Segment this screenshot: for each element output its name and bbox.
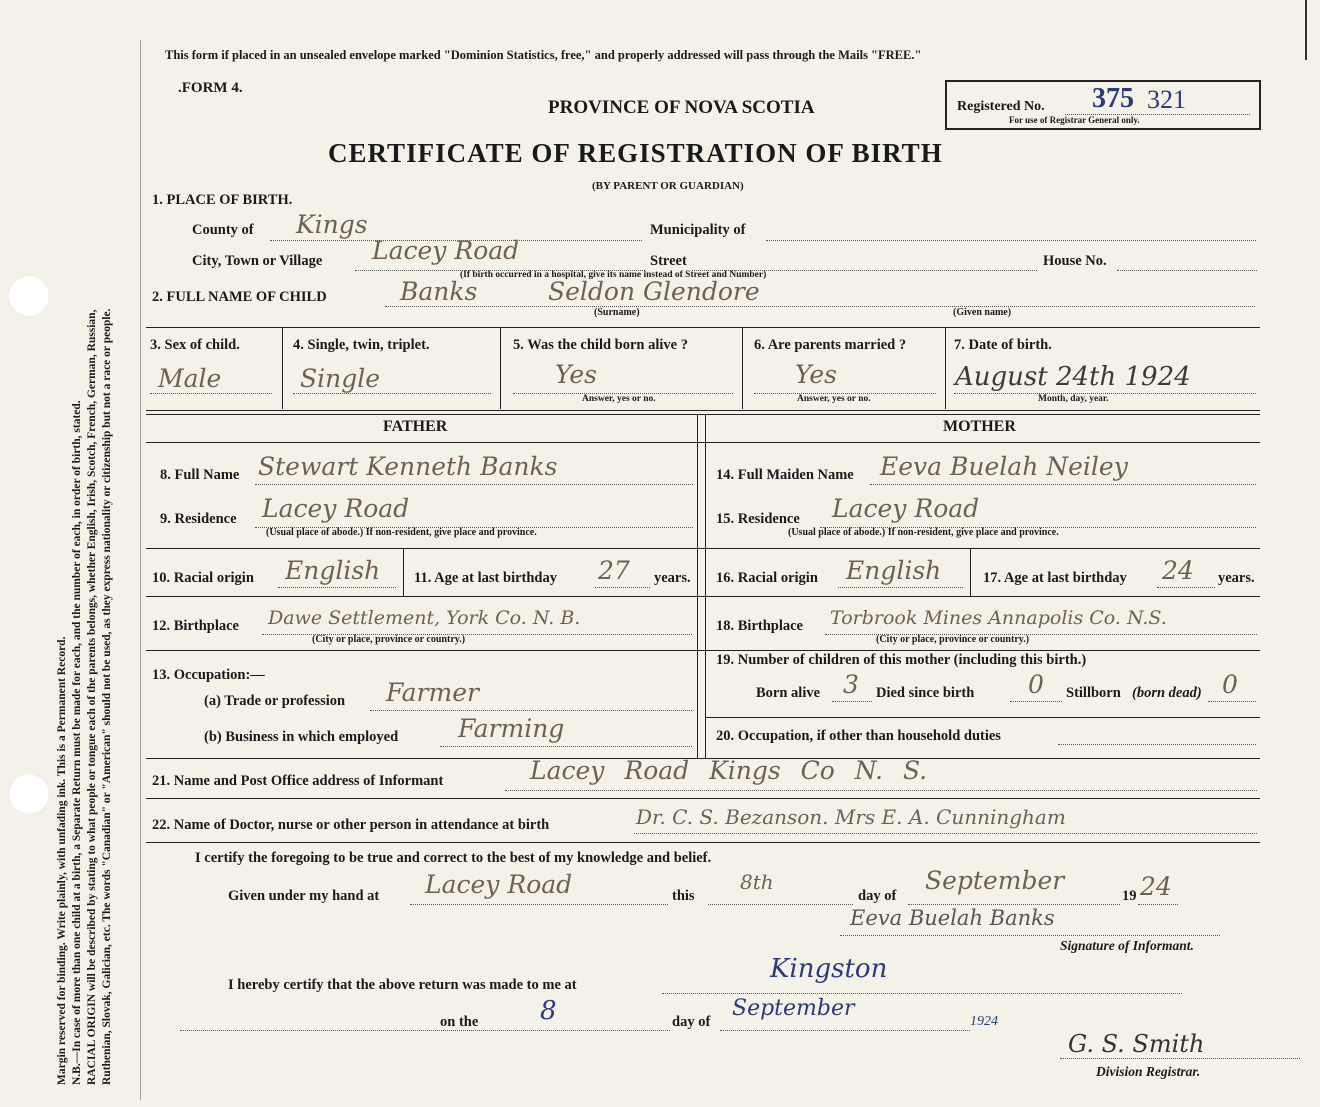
mother-heading: MOTHER: [943, 418, 1016, 435]
street-label: Street: [650, 253, 687, 269]
details-top-rule: [146, 327, 1260, 328]
dob-label: 7. Date of birth.: [954, 337, 1052, 353]
attendant-value: Dr. C. S. Bezanson. Mrs E. A. Cunningham: [636, 805, 1066, 829]
mother-name-label: 14. Full Maiden Name: [716, 467, 854, 483]
certificate-title: CERTIFICATE OF REGISTRATION OF BIRTH: [328, 138, 943, 168]
month-value: September: [925, 866, 1065, 895]
father-name-label: 8. Full Name: [160, 467, 240, 483]
business-line: [440, 746, 692, 747]
child-name-label: 2. FULL NAME OF CHILD: [152, 289, 327, 305]
sex-line: [150, 393, 272, 394]
stillborn-label: Stillborn: [1066, 685, 1121, 701]
row-rule-birthplace: [146, 650, 1260, 651]
married-value: Yes: [795, 360, 837, 389]
registrar-signature-line: [1060, 1058, 1300, 1059]
registrar-year: 1924: [970, 1014, 998, 1029]
certify-text: I certify the foregoing to be true and correct to the best of my knowledge and belief.: [195, 850, 712, 866]
house-no-line: [1117, 270, 1257, 271]
registrar-text: I hereby certify that the above return was made to me at: [228, 977, 577, 993]
alive-label: 5. Was the child born alive ?: [513, 337, 688, 353]
dob-caption: Month, day, year.: [1038, 394, 1109, 404]
this-label: this: [672, 888, 695, 904]
informant-label: 21. Name and Post Office address of Informant: [152, 773, 444, 789]
hospital-note: (If birth occurred in a hospital, give its name instead of Street and Number): [460, 270, 767, 280]
given-place-line: [410, 904, 668, 905]
child-surname: Banks: [400, 277, 478, 306]
row-rule-residence: [146, 548, 1260, 549]
year-line: [1138, 904, 1178, 905]
mother-birthplace: Torbrook Mines Annapolis Co. N.S.: [830, 607, 1167, 629]
father-age-line: [595, 587, 650, 588]
on-the-label: on the: [440, 1014, 479, 1030]
year-prefix: 19: [1122, 888, 1137, 904]
father-residence-caption: (Usual place of abode.) If non-resident, give place and province.: [266, 527, 537, 538]
mother-occupation-rule: [705, 717, 1260, 718]
stillborn-line: [1208, 701, 1256, 702]
born-alive-line: [832, 701, 872, 702]
mother-age: 24: [1162, 556, 1194, 585]
father-birthplace-caption: (City or place, province or country.): [312, 634, 466, 645]
registrar-day: 8: [540, 996, 557, 1026]
province-title: PROVINCE OF NOVA SCOTIA: [548, 97, 815, 118]
registration-box: [945, 80, 1261, 130]
plurality-line: [293, 393, 491, 394]
occupation-label: 13. Occupation:—: [152, 667, 265, 683]
father-racial-label: 10. Racial origin: [152, 570, 254, 586]
dob-value: August 24th 1924: [955, 362, 1191, 392]
father-age-label: 11. Age at last birthday: [414, 570, 557, 586]
parents-top-rule: [146, 410, 1260, 411]
trade-label: (a) Trade or profession: [204, 693, 346, 709]
business-value: Farming: [458, 714, 565, 743]
parents-center-rule-2: [705, 414, 706, 758]
sex-value: Male: [158, 364, 222, 393]
mother-age-divider: [970, 548, 971, 596]
registered-no-b: 321: [1147, 85, 1186, 114]
father-birthplace-label: 12. Birthplace: [152, 618, 239, 634]
details-divider-2: [500, 327, 501, 409]
registrar-signature: G. S. Smith: [1068, 1030, 1205, 1058]
county-label: County of: [192, 222, 254, 238]
parents-center-rule-1: [697, 414, 698, 758]
children-label: 19. Number of children of this mother (including this birth.): [716, 652, 1087, 668]
margin-line-2: N.B.—In case of more than one child at a birth, a Separate Return must be made for each, and the number of each, in order of birth, stated.: [71, 400, 83, 1085]
registrar-place: Kingston: [770, 954, 888, 984]
informant-line: [505, 790, 1257, 791]
mother-birthplace-caption: (City or place, province or country.): [876, 634, 1030, 645]
form-number: .FORM 4.: [178, 80, 243, 96]
registrar-place-line: [662, 993, 1182, 994]
mother-residence-caption: (Usual place of abode.) If non-resident, give place and province.: [788, 527, 1059, 538]
margin-line-3: RACIAL ORIGIN will be described by stating to what people or tongue each of the parents belongs, whether English, Irish, Scotch, French, German, Russian,: [86, 309, 98, 1085]
registered-no-label: Registered No.: [957, 99, 1045, 114]
stillborn-note: (born dead): [1132, 685, 1202, 701]
details-divider-3: [742, 327, 743, 409]
father-residence: Lacey Road: [262, 494, 410, 523]
mother-racial-line: [838, 587, 963, 588]
trade-line: [370, 710, 692, 711]
city-value: Lacey Road: [372, 236, 520, 265]
died-value: 0: [1028, 670, 1044, 699]
margin-line-1: Margin reserved for binding. Write plainly, with unfading ink. This is a Permanent Record.: [56, 636, 68, 1085]
father-age: 27: [598, 556, 630, 585]
father-racial: English: [285, 556, 381, 585]
plurality-label: 4. Single, twin, triplet.: [293, 337, 430, 353]
alive-caption: Answer, yes or no.: [582, 394, 656, 404]
attendant-line: [634, 833, 1257, 834]
died-line: [1010, 701, 1062, 702]
trade-value: Farmer: [386, 678, 479, 707]
row-rule-racial: [146, 596, 1260, 597]
mother-occupation-label: 20. Occupation, if other than household duties: [716, 728, 1001, 744]
place-of-birth-label: 1. PLACE OF BIRTH.: [152, 192, 293, 208]
father-heading: FATHER: [383, 418, 448, 435]
surname-caption: (Surname): [594, 307, 640, 318]
father-name: Stewart Kenneth Banks: [258, 452, 558, 481]
father-name-line: [255, 484, 693, 485]
father-years: years.: [654, 570, 691, 586]
registrar-caption: Division Registrar.: [1096, 1064, 1201, 1079]
mother-racial-label: 16. Racial origin: [716, 570, 818, 586]
margin-line-4: Ruthenian, Slovak, Galician, etc. The words "Canadian" or "American" should not be used, as they express nationality or citizenship but not a race or people.: [101, 308, 113, 1085]
mother-age-line: [1157, 587, 1215, 588]
month-line: [908, 904, 1120, 905]
registrar-note: For use of Registrar General only.: [1009, 115, 1140, 125]
mother-racial: English: [846, 556, 942, 585]
born-alive-label: Born alive: [756, 685, 821, 701]
sex-label: 3. Sex of child.: [150, 337, 240, 353]
father-age-divider: [403, 548, 404, 596]
margin-note: [55, 25, 115, 1085]
child-name-line: [385, 306, 1255, 307]
stillborn-value: 0: [1222, 670, 1238, 699]
page-edge-mark: [1305, 0, 1307, 60]
details-divider-1: [282, 327, 283, 409]
parents-top-rule-2: [146, 414, 1260, 415]
died-label: Died since birth: [876, 685, 975, 701]
mother-name: Eeva Buelah Neiley: [880, 452, 1128, 481]
plurality-value: Single: [300, 364, 381, 393]
row-rule-informant: [146, 798, 1260, 799]
binding-margin-rule: [140, 40, 141, 1100]
mother-birthplace-label: 18. Birthplace: [716, 618, 803, 634]
mother-residence: Lacey Road: [832, 494, 980, 523]
registrar-month-line: [720, 1030, 970, 1031]
details-divider-4: [945, 327, 946, 409]
registrar-day-of: day of: [672, 1014, 711, 1030]
given-label: Given under my hand at: [228, 888, 380, 904]
year-suffix: 24: [1140, 872, 1172, 901]
child-given-name: Seldon Glendore: [548, 277, 760, 306]
binding-hole-bottom: [8, 773, 50, 815]
married-caption: Answer, yes or no.: [797, 394, 871, 404]
mother-years: years.: [1218, 570, 1255, 586]
mother-occupation-line: [1058, 744, 1256, 745]
father-racial-line: [278, 587, 396, 588]
business-label: (b) Business in which employed: [204, 729, 399, 745]
informant-signature-line: [840, 935, 1220, 936]
alive-value: Yes: [555, 360, 597, 389]
house-no-label: House No.: [1043, 253, 1107, 269]
municipality-label: Municipality of: [650, 222, 746, 238]
day-line: [708, 904, 853, 905]
city-label: City, Town or Village: [192, 253, 323, 269]
registrar-day-line: [180, 1030, 670, 1031]
county-value: Kings: [296, 210, 368, 239]
mail-notice: This form if placed in an unsealed envelope marked "Dominion Statistics, free," and properly addressed will pass through the Mails "FREE.": [165, 48, 922, 62]
mother-residence-label: 15. Residence: [716, 511, 800, 527]
born-alive-value: 3: [843, 670, 859, 699]
registrar-month: September: [732, 996, 855, 1021]
informant-signature: Eeva Buelah Banks: [850, 906, 1055, 930]
father-residence-label: 9. Residence: [160, 511, 237, 527]
registered-no-a: 375: [1092, 83, 1134, 114]
father-birthplace: Dawe Settlement, York Co. N. B.: [268, 607, 581, 629]
certificate-subtitle: (BY PARENT OR GUARDIAN): [592, 180, 744, 192]
informant-value: Lacey Road Kings Co N. S.: [530, 756, 928, 785]
informant-signature-caption: Signature of Informant.: [1060, 938, 1194, 953]
binding-hole-top: [8, 275, 50, 317]
attendant-label: 22. Name of Doctor, nurse or other person in attendance at birth: [152, 817, 550, 833]
mother-name-line: [870, 484, 1256, 485]
given-name-caption: (Given name): [953, 307, 1012, 318]
municipality-line: [766, 240, 1256, 241]
row-rule-attendant: [146, 842, 1260, 843]
day-value: 8th: [740, 870, 774, 894]
heading-rule: [146, 442, 1260, 443]
given-place: Lacey Road: [425, 870, 573, 899]
married-label: 6. Are parents married ?: [754, 337, 907, 353]
mother-age-label: 17. Age at last birthday: [983, 570, 1127, 586]
day-of-label: day of: [858, 888, 897, 904]
